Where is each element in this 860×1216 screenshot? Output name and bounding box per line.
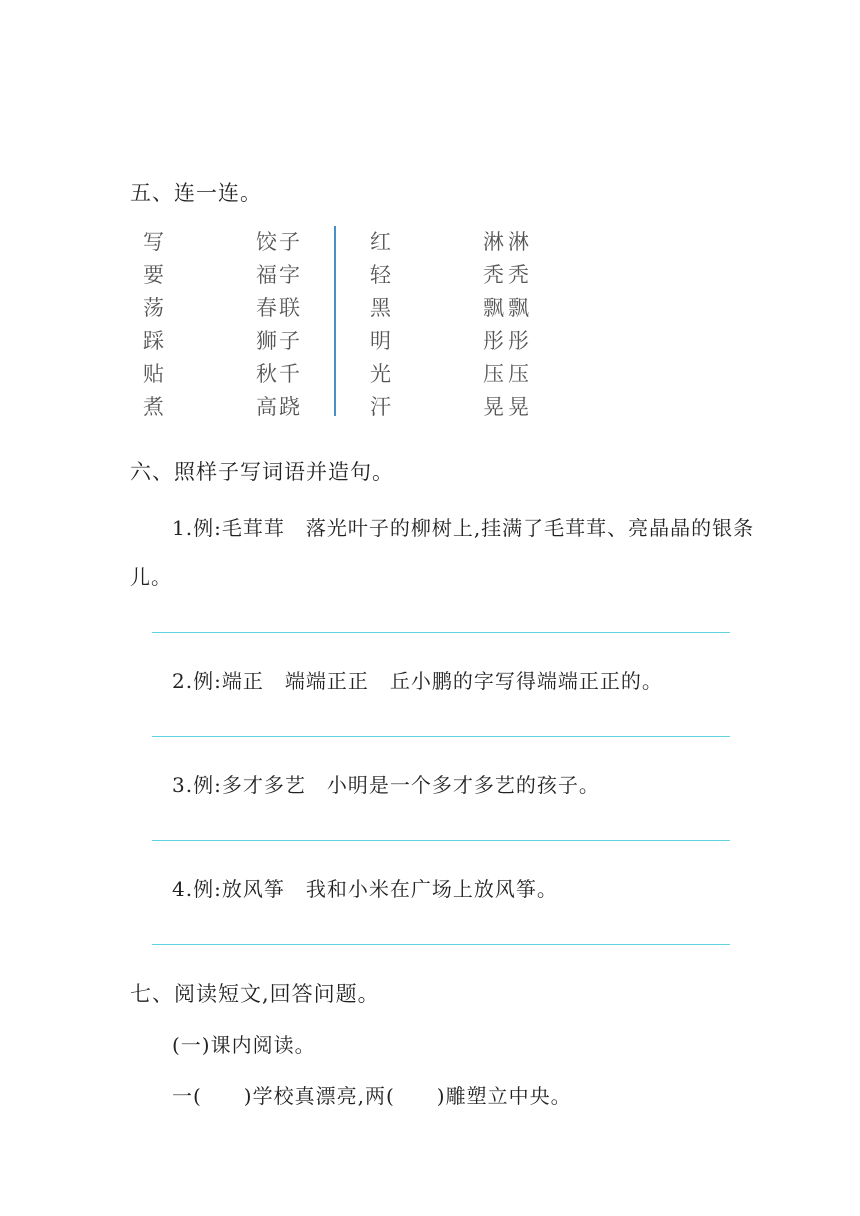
match-item: 煮: [143, 395, 166, 419]
match-item: 踩: [143, 329, 166, 353]
answer-line-2[interactable]: [152, 736, 730, 737]
answer-line-1[interactable]: [152, 632, 730, 633]
match-item: 淋淋: [483, 230, 533, 254]
match-item: 狮子: [256, 329, 302, 353]
match-item: 春联: [256, 296, 302, 320]
answer-line-4[interactable]: [152, 944, 730, 945]
section5-title: 五、连一连。: [130, 181, 262, 205]
example-sentence-1: 1.例:毛茸茸 落光叶子的柳树上,挂满了毛茸茸、亮晶晶的银条: [172, 516, 755, 540]
match-item: 黑: [370, 296, 393, 320]
section6-title: 六、照样子写词语并造句。: [130, 460, 394, 484]
match-item: 压压: [483, 362, 533, 386]
match-item: 彤彤: [483, 329, 533, 353]
answer-line-3[interactable]: [152, 840, 730, 841]
match-item: 荡: [143, 296, 166, 320]
match-item: 汗: [370, 395, 393, 419]
match-item: 轻: [370, 263, 393, 287]
example-sentence-1-continued: 儿。: [130, 565, 172, 589]
reading-line-1: 一( )学校真漂亮,两( )雕塑立中央。: [172, 1084, 572, 1108]
match-item: 红: [370, 230, 393, 254]
match-item: 福字: [256, 263, 302, 287]
match-item: 光: [370, 362, 393, 386]
match-item: 飘飘: [483, 296, 533, 320]
match-item: 写: [143, 230, 166, 254]
match-item: 饺子: [256, 230, 302, 254]
section7-subtitle: (一)课内阅读。: [172, 1033, 316, 1057]
example-sentence-2: 2.例:端正 端端正正 丘小鹏的字写得端端正正的。: [172, 669, 663, 693]
match-item: 秃秃: [483, 263, 533, 287]
match-item: 要: [143, 263, 166, 287]
match-item: 贴: [143, 362, 166, 386]
section7-title: 七、阅读短文,回答问题。: [130, 982, 380, 1006]
match-item: 秋千: [256, 362, 302, 386]
match-item: 晃晃: [483, 395, 533, 419]
match-item: 高跷: [256, 395, 302, 419]
column-divider: [334, 226, 336, 416]
example-sentence-3: 3.例:多才多艺 小明是一个多才多艺的孩子。: [172, 773, 600, 797]
example-sentence-4: 4.例:放风筝 我和小米在广场上放风筝。: [172, 877, 558, 901]
match-item: 明: [370, 329, 393, 353]
